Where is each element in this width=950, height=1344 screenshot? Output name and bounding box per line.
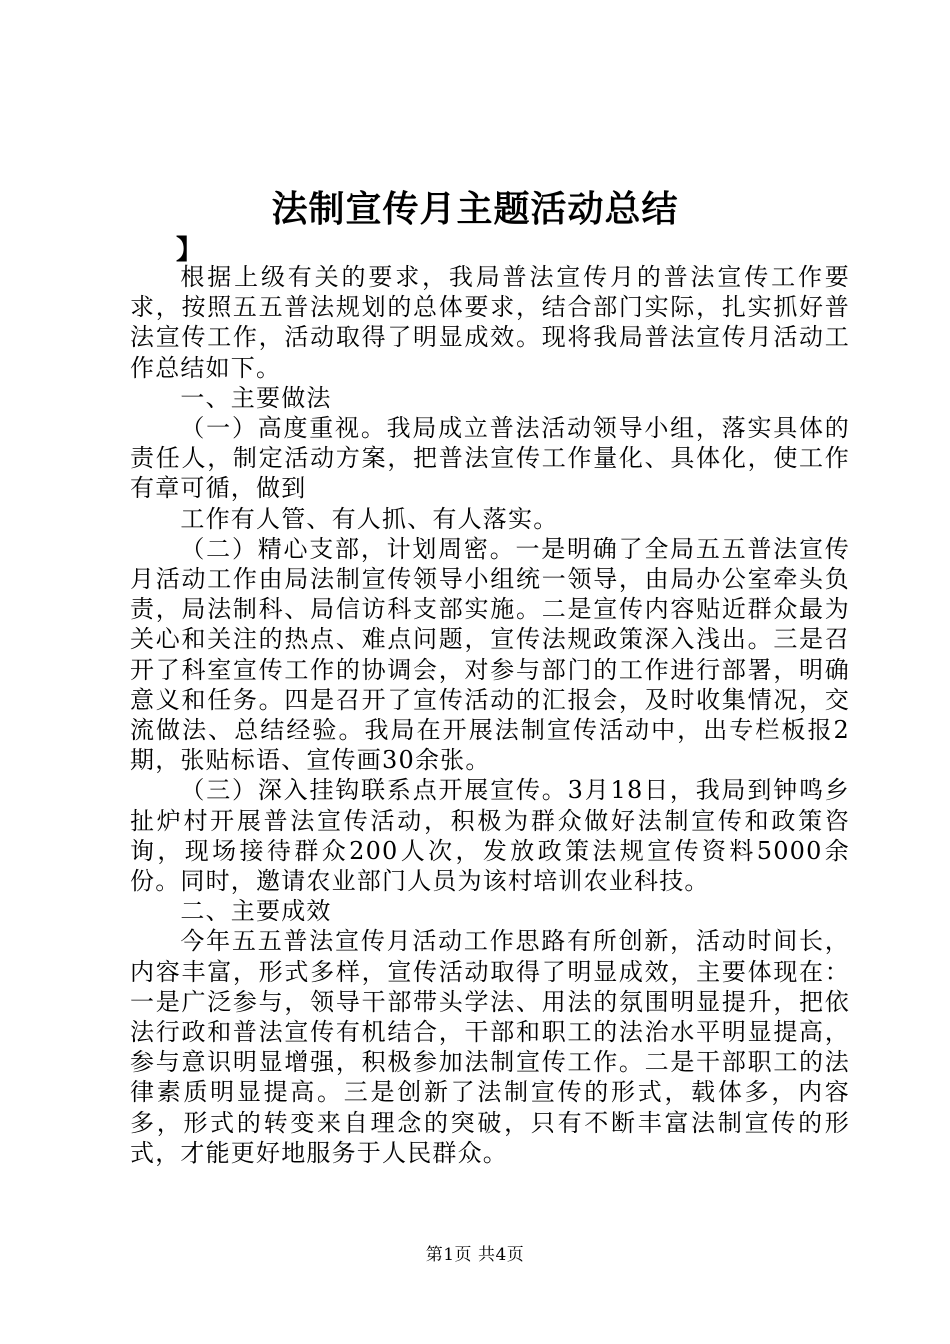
page-number-footer: 第1页 共4页 (425, 1245, 525, 1265)
bracket-mark: 】 (176, 235, 203, 266)
method-paragraph-3: （三）深入挂钩联系点开展宣传。3月18日，我局到钟鸣乡扯炉村开展普法宣传活动，积极为群众做好法制宣传和政策咨询，现场接待群众200人次，发放政策法规宣传资料5000余份。同时，邀请农业部门人员为该村培训农业科技。 (130, 776, 850, 896)
intro-paragraph: 根据上级有关的要求，我局普法宣传月的普法宣传工作要求，按照五五普法规划的总体要求，结合部门实际，扎实抓好普法宣传工作，活动取得了明显成效。现将我局普法宣传月活动工作总结如下。 (130, 263, 850, 382)
document-title: 法制宣传月主题活动总结 (271, 188, 679, 230)
method-paragraph-2: （二）精心支部，计划周密。一是明确了全局五五普法宣传月活动工作由局法制宣传领导小组统一领导，由局办公室牵头负责，局法制科、局信访科支部实施。二是宣传内容贴近群众最为关心和关注的热点、难点问题，宣传法规政策深入浅出。三是召开了科室宣传工作的协调会，对参与部门的工作进行部署，明确意义和任务。四是召开了宣传活动的汇报会，及时收集情况，交流做法、总结经验。我局在开展法制宣传活动中，出专栏板报2期，张贴标语、宣传画30余张。 (130, 534, 850, 775)
section-heading-results: 二、主要成效 (180, 897, 332, 926)
method-paragraph-1-continued: 工作有人管、有人抓、有人落实。 (180, 504, 559, 533)
section-heading-methods: 一、主要做法 (180, 383, 332, 412)
method-paragraph-1: （一）高度重视。我局成立普法活动领导小组，落实具体的责任人，制定活动方案，把普法宣传工作量化、具体化，使工作有章可循，做到 (130, 414, 850, 503)
document-body (130, 262, 850, 1168)
results-paragraph: 今年五五普法宣传月活动工作思路有所创新，活动时间长，内容丰富，形式多样，宣传活动取得了明显成效，主要体现在：一是广泛参与，领导干部带头学法、用法的氛围明显提升，把依法行政和普法宣传有机结合，干部和职工的法治水平明显提高，参与意识明显增强，积极参加法制宣传工作。二是干部职工的法律素质明显提高。三是创新了法制宣传的形式，载体多，内容多，形式的转变来自理念的突破，只有不断丰富法制宣传的形式，才能更好地服务于人民群众。 (130, 927, 850, 1167)
